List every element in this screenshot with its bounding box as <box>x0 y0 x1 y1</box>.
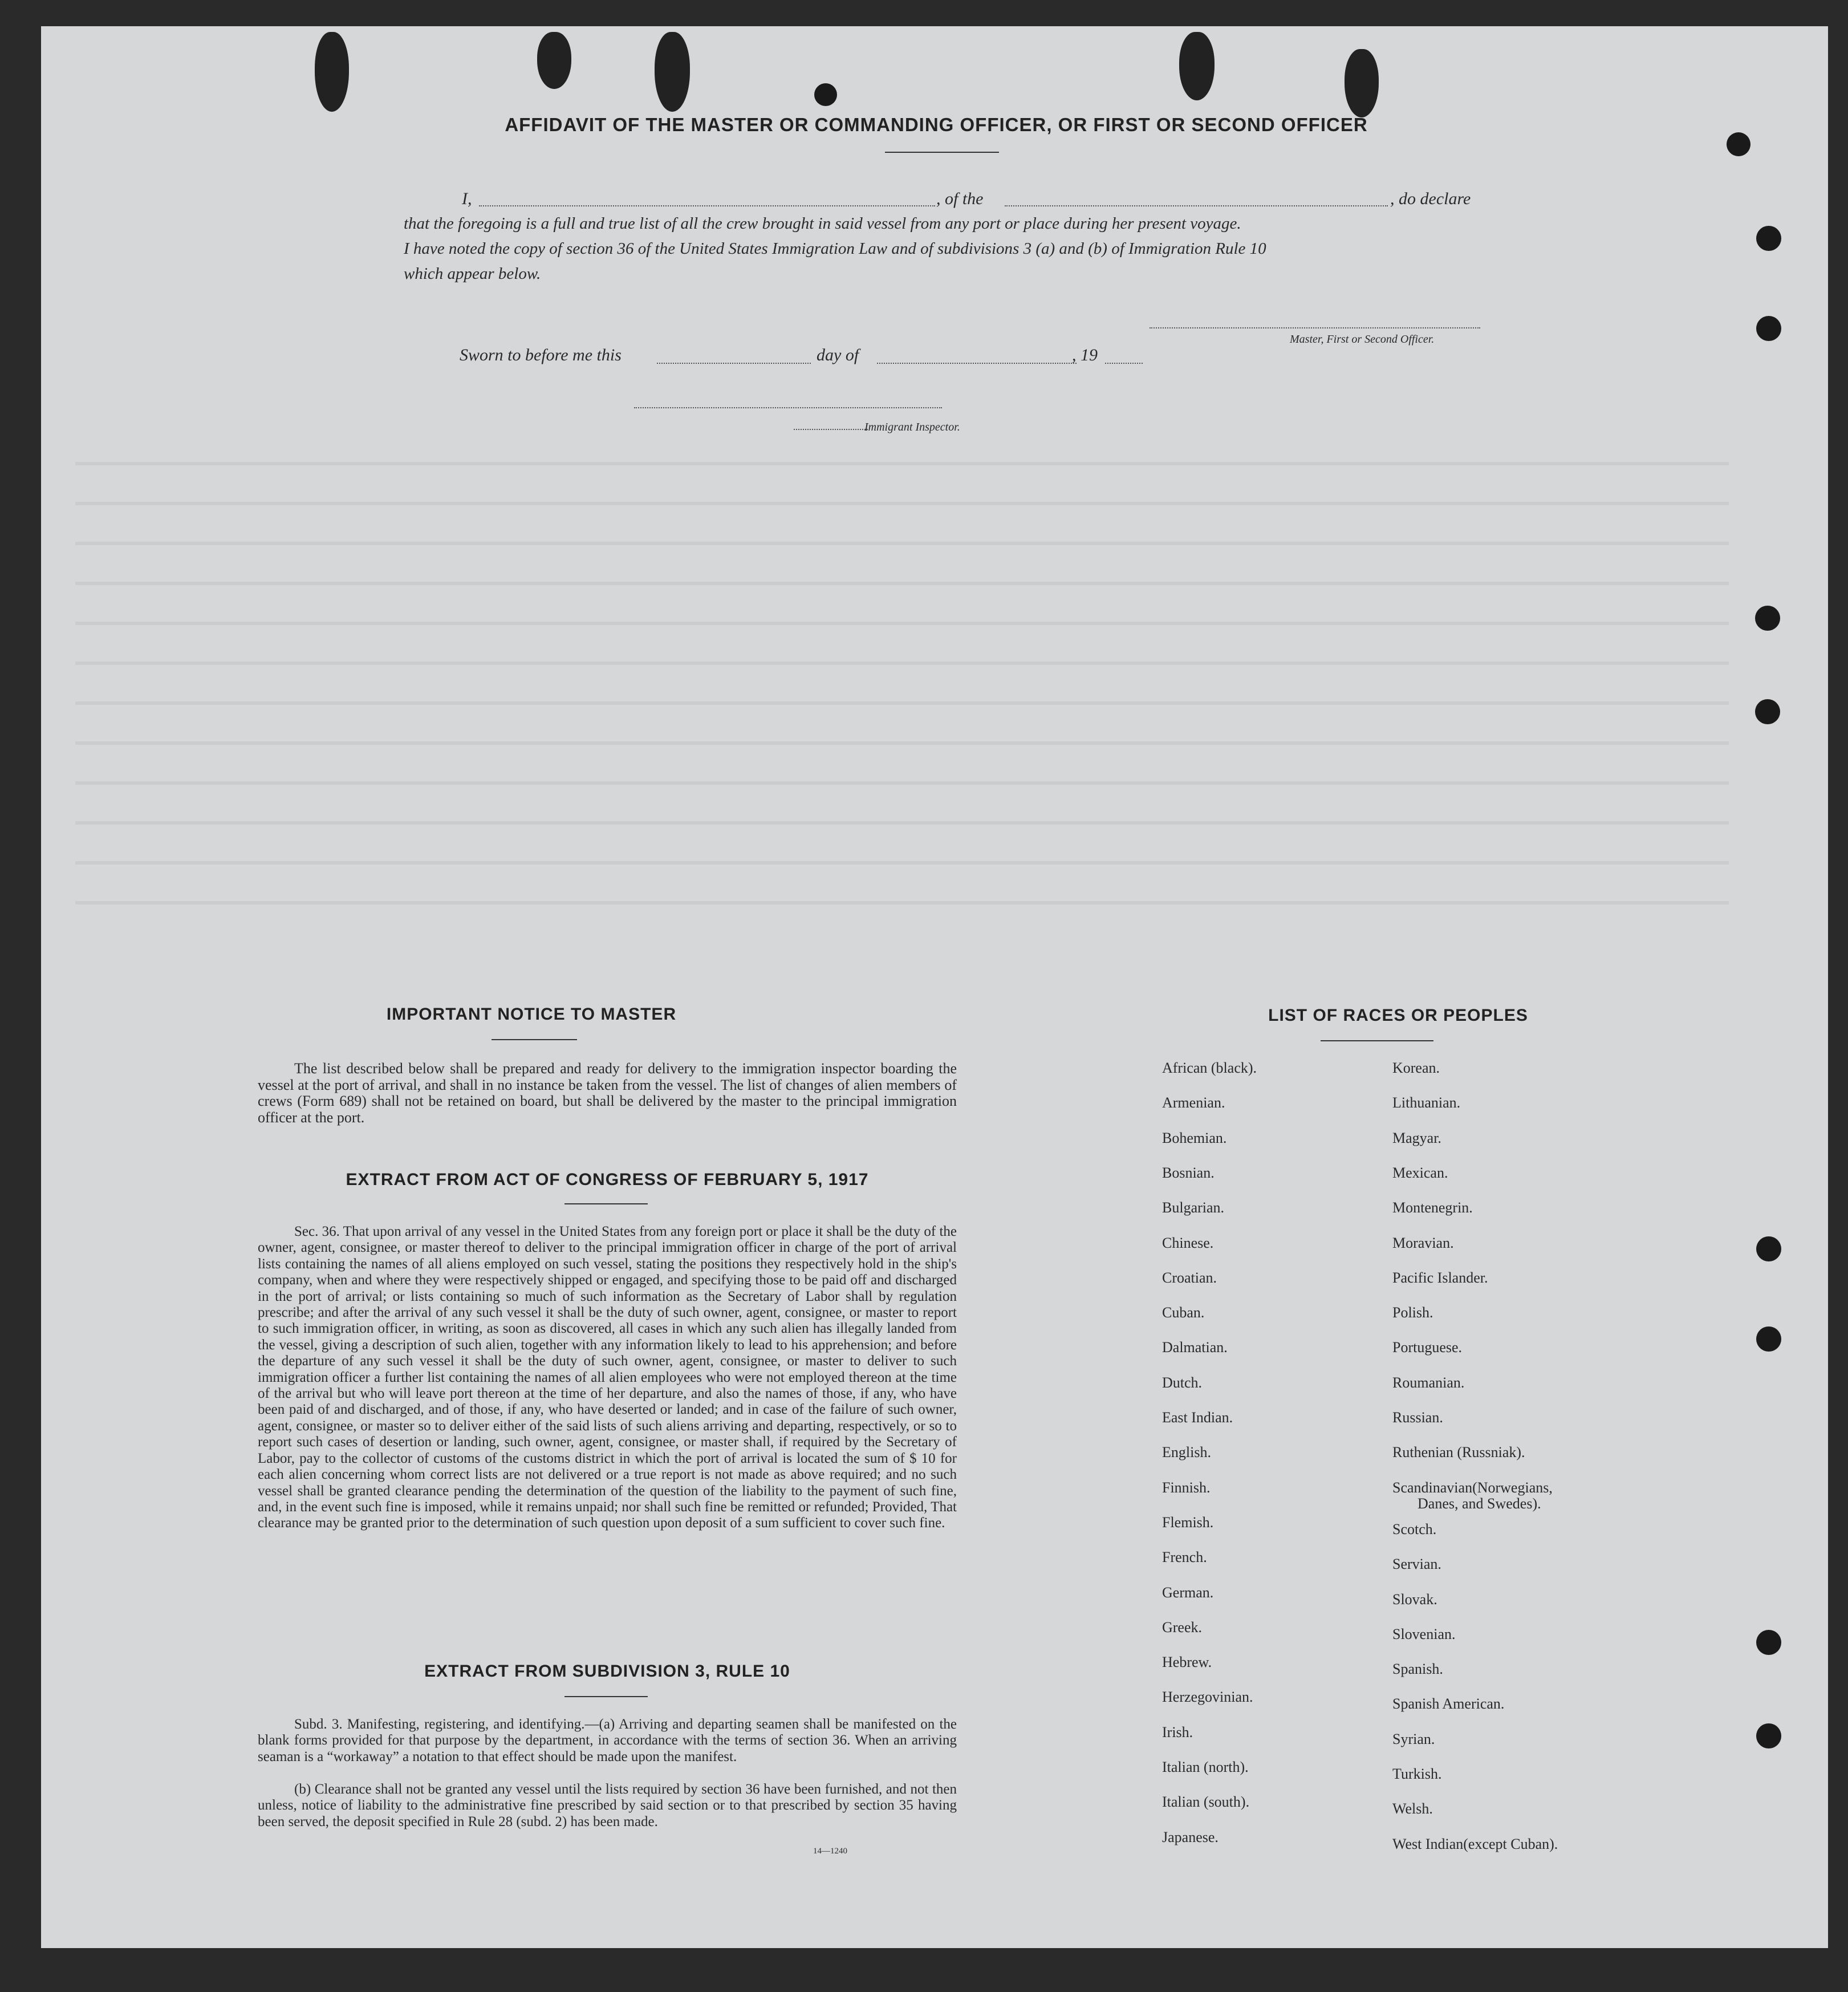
race-item: Scandinavian(Norwegians, <box>1392 1479 1553 1496</box>
binding-tear-mark <box>1345 49 1379 117</box>
race-item: Portuguese. <box>1392 1339 1463 1356</box>
race-item: Croatian. <box>1162 1269 1217 1286</box>
inspector-signature-field[interactable] <box>634 407 942 408</box>
race-item: Lithuanian. <box>1392 1094 1461 1111</box>
title-underline <box>885 152 999 153</box>
notice-heading: IMPORTANT NOTICE TO MASTER <box>386 1005 677 1024</box>
binding-tear-mark <box>1179 32 1215 100</box>
race-item: French. <box>1162 1549 1207 1566</box>
race-item: East Indian. <box>1162 1409 1233 1426</box>
race-item: Magyar. <box>1392 1129 1441 1146</box>
race-item: Finnish. <box>1162 1479 1211 1496</box>
affidavit-line-2: that the foregoing is a full and true list of all the crew brought in said vessel from any port or place during her present voyage. <box>404 214 1241 233</box>
race-item: Danes, and Swedes). <box>1418 1495 1541 1512</box>
race-item: African (black). <box>1162 1060 1257 1076</box>
race-item: Greek. <box>1162 1618 1203 1636</box>
punch-hole <box>1755 699 1780 724</box>
affidavit-i-label: I, <box>462 189 472 208</box>
rule-body-b: (b) Clearance shall not be granted any vessel until the lists required by section 36 have been furnished, and not then unless, notice of liability to the administrative fine prescribed by said section or to that prescribed by section 35 having been served, the deposit specified in Rule 28 (subd. 2) has been made. <box>258 1782 957 1829</box>
inspector-caption: Immigrant Inspector. <box>864 421 960 433</box>
signature-caption: Master, First or Second Officer. <box>1290 333 1435 346</box>
race-item: Armenian. <box>1162 1094 1225 1111</box>
punch-hole <box>1756 316 1781 341</box>
race-item: Roumanian. <box>1392 1374 1465 1391</box>
bleed-through-rows <box>75 425 1729 939</box>
year-label: , 19 <box>1072 346 1098 364</box>
race-item: Syrian. <box>1392 1730 1435 1747</box>
punch-hole <box>1727 132 1750 156</box>
race-item: Bulgarian. <box>1162 1199 1225 1216</box>
race-item: Pacific Islander. <box>1392 1269 1488 1286</box>
race-item: West Indian(except Cuban). <box>1392 1835 1558 1852</box>
race-item: Bohemian. <box>1162 1129 1227 1146</box>
punch-hole <box>1756 1326 1781 1352</box>
race-item: Bosnian. <box>1162 1164 1215 1181</box>
race-item: Korean. <box>1392 1060 1440 1076</box>
race-item: Turkish. <box>1392 1766 1442 1782</box>
binding-tear-mark <box>315 32 349 112</box>
race-item: Herzegovinian. <box>1162 1689 1253 1706</box>
race-item: German. <box>1162 1584 1214 1601</box>
race-item: Ruthenian (Russniak). <box>1392 1444 1525 1461</box>
name-field[interactable] <box>479 205 935 206</box>
affidavit-title: AFFIDAVIT OF THE MASTER OR COMMANDING OFFICER, OR FIRST OR SECOND OFFICER <box>505 114 1368 135</box>
race-item: Moravian. <box>1392 1234 1454 1251</box>
rule-body-a: Subd. 3. Manifesting, registering, and identifying.—(a) Arriving and departing seamen shall be manifested on the blank forms provided for that purpose by the department, in accordance with the terms of section 36. When an arriving seaman is a “workaway” a notation to that effect should be made upon the manifest. <box>258 1717 957 1764</box>
binding-tear-mark <box>537 32 571 89</box>
race-item: Spanish American. <box>1392 1695 1505 1713</box>
race-item: Spanish. <box>1392 1661 1443 1678</box>
rule-heading: EXTRACT FROM SUBDIVISION 3, RULE 10 <box>424 1662 790 1681</box>
race-item: Irish. <box>1162 1723 1193 1741</box>
sworn-label: Sworn to before me this <box>460 346 622 364</box>
race-item: Italian (north). <box>1162 1759 1249 1775</box>
race-item: Polish. <box>1392 1304 1433 1321</box>
vessel-field[interactable] <box>1005 205 1388 206</box>
race-item: Mexican. <box>1392 1164 1448 1181</box>
binding-tear-mark <box>655 32 690 112</box>
affidavit-line-4: which appear below. <box>404 265 541 283</box>
affidavit-declare-label: , do declare <box>1390 189 1471 208</box>
race-item: Dutch. <box>1162 1374 1203 1391</box>
race-item: Russian. <box>1392 1409 1443 1426</box>
year-field[interactable] <box>1105 363 1143 364</box>
race-item: English. <box>1162 1444 1211 1461</box>
document-page <box>41 26 1828 1948</box>
punch-hole <box>1756 1723 1781 1748</box>
race-item: Japanese. <box>1162 1828 1219 1845</box>
notice-underline <box>492 1039 577 1040</box>
races-underline <box>1321 1040 1433 1041</box>
race-item: Scotch. <box>1392 1520 1437 1537</box>
race-item: Hebrew. <box>1162 1654 1212 1671</box>
form-number: 14—1240 <box>813 1847 847 1856</box>
punch-hole <box>1756 226 1781 251</box>
race-item: Servian. <box>1392 1556 1441 1573</box>
month-field[interactable] <box>877 363 1077 364</box>
race-item: Flemish. <box>1162 1514 1214 1531</box>
affidavit-of-the-label: , of the <box>936 189 984 208</box>
act-heading: EXTRACT FROM ACT OF CONGRESS OF FEBRUARY 5, 1917 <box>346 1170 869 1189</box>
act-underline <box>564 1203 648 1204</box>
race-item: Chinese. <box>1162 1234 1214 1251</box>
day-of-label: day of <box>817 346 859 364</box>
punch-hole <box>1756 1236 1781 1261</box>
races-heading: LIST OF RACES OR PEOPLES <box>1268 1006 1528 1025</box>
notice-body: The list described below shall be prepared and ready for delivery to the immigration inspector boarding the vessel at the port of arrival, and shall in no instance be taken from the vessel. The list of changes of alien members of crews (Form 689) shall not be retained on board, but shall be delivered by the master to the principal immigration officer at the port. <box>258 1060 957 1126</box>
day-field[interactable] <box>657 363 811 364</box>
officer-signature-field[interactable] <box>1150 327 1480 328</box>
punch-hole <box>1755 606 1780 631</box>
act-body: Sec. 36. That upon arrival of any vessel in the United States from any foreign port or place it shall be the duty of the owner, agent, consignee, or master thereof to deliver to the principal immigration officer in charge of the port of arrival lists containing the names of all aliens employed on such vessel, stating the positions they respectively hold in the ship's company, when and where they were respectively shipped or engaged, and specifying those to be paid off and discharged in the port of arrival; or lists containing so much of such information as the Secretary of Labor shall by regulation prescribe; and after the arrival of any such vessel it shall be the duty of such owner, agent, consignee, or master to report to such immigration officer, in writing, as soon as discovered, all cases in which any such alien has illegally landed from the vessel, giving a description of such alien, together with any information likely to lead to his apprehension; and before the departure of any such vessel it shall be the duty of such owner, agent, consignee, or master to deliver to such immigration officer a further list containing the names of all alien employees who were not employed thereon at the time of the arrival but who will leave port thereon at the time of her departure, and also the names of those, if any, who have been paid of and discharged, and of those, if any, who have deserted or landed; and in case of the failure of such owner, agent, consignee, or master so to deliver either of the said lists of such aliens arriving and departing, respectively, or so to report such cases of desertion or landing, such owner, agent, consignee, or master shall, if required by the Secretary of Labor, pay to the collector of customs of the customs district in which the port of arrival is located the sum of $ 10 for each alien concerning whom correct lists are not delivered or a true report is not made as above required; and no such vessel shall be granted clearance pending the determination of the question of the liability to the payment of such fine, and, in the event such fine is imposed, while it remains unpaid; nor shall such fine be remitted or refunded; Provided, That clearance may be granted prior to the determination of such question upon deposit of a sum sufficient to cover such fine. <box>258 1224 957 1531</box>
race-item: Cuban. <box>1162 1304 1205 1321</box>
race-item: Slovak. <box>1392 1591 1437 1608</box>
inspector-caption-leader <box>794 429 868 430</box>
punch-hole <box>814 83 837 106</box>
race-item: Welsh. <box>1392 1800 1433 1817</box>
race-item: Slovenian. <box>1392 1625 1456 1642</box>
rule-underline <box>564 1696 648 1697</box>
punch-hole <box>1756 1630 1781 1655</box>
affidavit-line-3: I have noted the copy of section 36 of the United States Immigration Law and of subdivisions 3 (a) and (b) of Immigration Rule 10 <box>404 240 1266 258</box>
race-item: Montenegrin. <box>1392 1199 1473 1216</box>
race-item: Italian (south). <box>1162 1794 1250 1811</box>
race-item: Dalmatian. <box>1162 1339 1228 1356</box>
